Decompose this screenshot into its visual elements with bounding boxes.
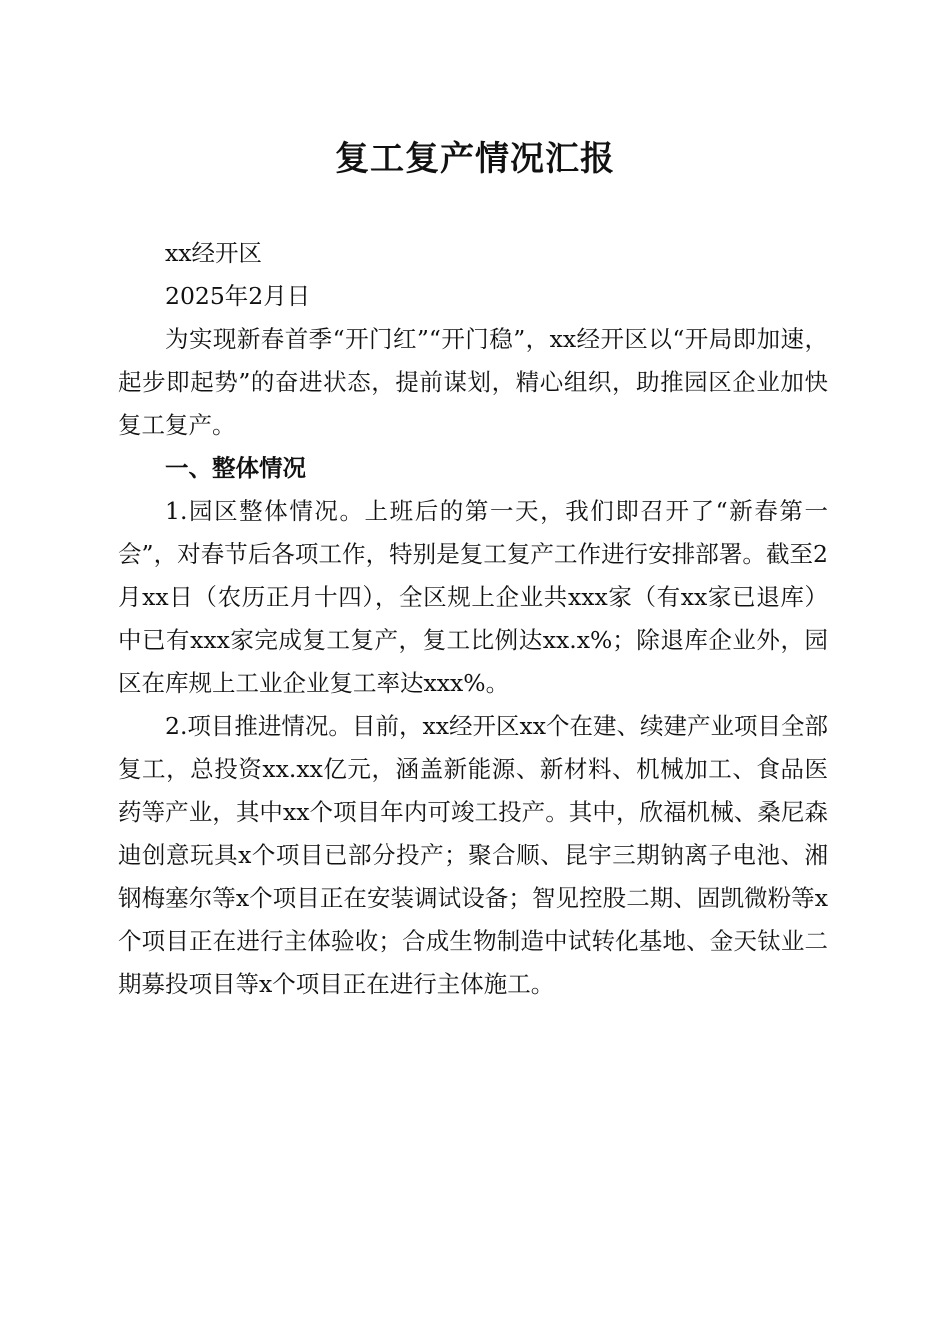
date-line: 2025年2月日 [165,282,311,310]
intro-paragraph: 为实现新春首季“开门红”“开门稳”，xx经开区以“开局即加速，起步即起势”的奋进状态，提前谋划，精心组织，助推园区企业加快复工复产。 [118,325,828,439]
paragraph-park-overview: 1.园区整体情况。上班后的第一天，我们即召开了“新春第一会”，对春节后各项工作，特别是复工复产工作进行安排部署。截至2月xx日（农历正月十四），全区规上企业共xxx家（有xx家已退库）中已有xxx家完成复工复产，复工比例达xx.x%；除退库企业外，园区在库规上工业企业复工率达xxx%。 [118,497,828,697]
organization-line: xx经开区 [165,239,263,267]
document-title: 复工复产情况汇报 [335,139,615,179]
section-heading-overall: 一、整体情况 [165,454,306,482]
paragraph-project-progress: 2.项目推进情况。目前，xx经开区xx个在建、续建产业项目全部复工，总投资xx.xx亿元，涵盖新能源、新材料、机械加工、食品医药等产业，其中xx个项目年内可竣工投产。其中，欣福机械、桑尼森迪创意玩具x个项目已部分投产；聚合顺、昆宇三期钠离子电池、湘钢梅塞尔等x个项目正在安装调试设备；智见控股二期、固凯微粉等x个项目正在进行主体验收；合成生物制造中试转化基地、金天钛业二期募投项目等x个项目正在进行主体施工。 [118,712,828,998]
document-body [118,232,828,1006]
